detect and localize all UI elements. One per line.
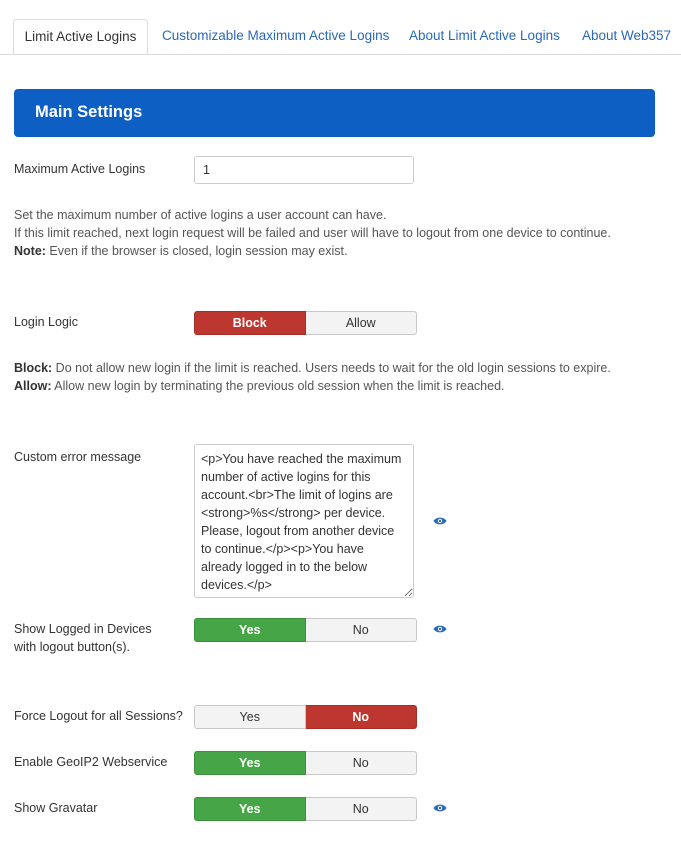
eye-icon[interactable] xyxy=(433,803,447,813)
allow-label: Allow: xyxy=(14,379,52,393)
note-text: Even if the browser is closed, login session may exist. xyxy=(45,244,348,258)
show-devices-label-line-1: Show Logged in Devices xyxy=(14,622,152,636)
gravatar-no-button[interactable]: No xyxy=(306,797,418,821)
geoip-yes-button[interactable]: Yes xyxy=(194,751,306,775)
allow-text: Allow new login by terminating the previous old session when the limit is reached. xyxy=(51,379,505,393)
login-logic-allow-button[interactable]: Allow xyxy=(306,311,418,335)
block-label: Block: xyxy=(14,361,53,375)
force-logout-no-button[interactable]: No xyxy=(306,705,418,729)
max-logins-label: Maximum Active Logins xyxy=(14,162,146,176)
gravatar-yes-button[interactable]: Yes xyxy=(194,797,306,821)
geoip-label: Enable GeoIP2 Webservice xyxy=(14,755,168,769)
max-logins-description-1: Set the maximum number of active logins a user account can have. xyxy=(14,208,387,222)
allow-description xyxy=(14,377,505,395)
gravatar-toggle xyxy=(194,797,417,821)
tab-bar xyxy=(0,0,681,55)
force-logout-yes-button[interactable]: Yes xyxy=(194,705,306,729)
tab-limit-active-logins[interactable]: Limit Active Logins xyxy=(13,19,148,55)
tab-about-limit-active-logins[interactable]: About Limit Active Logins xyxy=(409,28,560,43)
block-text: Do not allow new login if the limit is reached. Users needs to wait for the old login sessions to expire. xyxy=(52,361,611,375)
force-logout-label: Force Logout for all Sessions? xyxy=(14,709,183,723)
tab-divider xyxy=(0,54,681,55)
login-logic-toggle xyxy=(194,311,417,335)
login-logic-label: Login Logic xyxy=(14,315,78,329)
tab-customizable-maximum-active-logins[interactable]: Customizable Maximum Active Logins xyxy=(162,28,390,43)
show-devices-yes-button[interactable]: Yes xyxy=(194,618,306,642)
eye-icon[interactable] xyxy=(433,516,447,526)
max-logins-description-2: If this limit reached, next login request will be failed and user will have to logout from one device to continue. xyxy=(14,226,611,240)
geoip-no-button[interactable]: No xyxy=(306,751,418,775)
section-header: Main Settings xyxy=(14,89,655,137)
custom-error-label: Custom error message xyxy=(14,450,142,464)
geoip-toggle xyxy=(194,751,417,775)
custom-error-textarea[interactable] xyxy=(194,444,414,598)
block-description xyxy=(14,359,611,377)
login-logic-block-button[interactable]: Block xyxy=(194,311,306,335)
gravatar-label: Show Gravatar xyxy=(14,801,98,815)
show-devices-toggle xyxy=(194,618,417,642)
max-logins-note xyxy=(14,242,347,260)
max-logins-input[interactable] xyxy=(194,156,414,184)
show-devices-label-line-2: with logout button(s). xyxy=(14,640,131,654)
eye-icon[interactable] xyxy=(433,624,447,634)
force-logout-toggle xyxy=(194,705,417,729)
tab-about-web357[interactable]: About Web357 xyxy=(582,28,672,43)
show-devices-no-button[interactable]: No xyxy=(306,618,418,642)
note-label: Note: xyxy=(14,244,46,258)
